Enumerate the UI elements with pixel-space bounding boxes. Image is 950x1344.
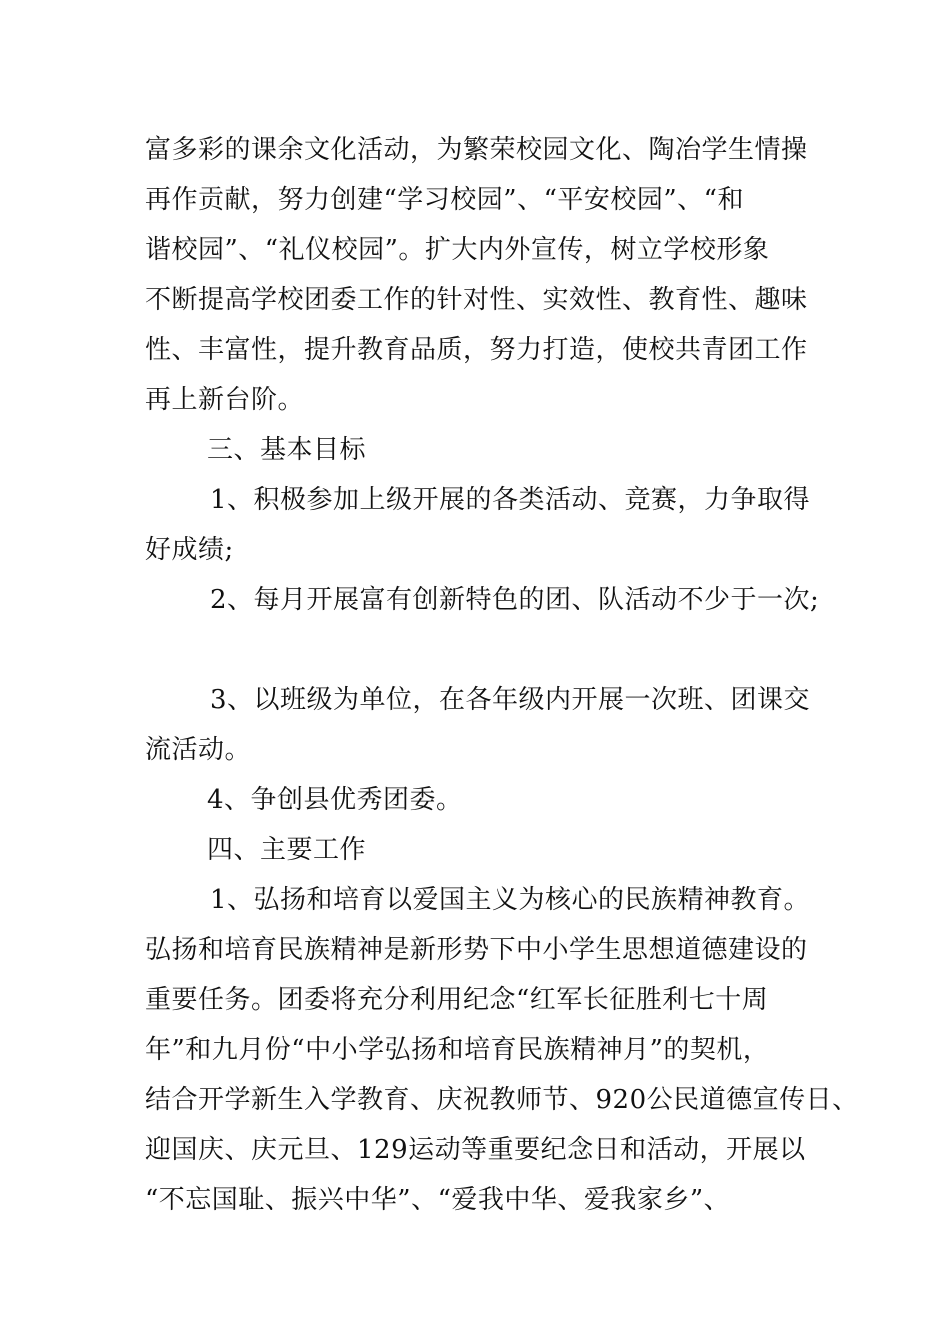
paragraph-line: 年”和九月份“中小学弘扬和培育民族精神月”的契机， xyxy=(145,1035,770,1065)
section-heading: 四、主要工作 xyxy=(207,835,367,865)
paragraph-line: 再上新台阶。 xyxy=(145,385,305,415)
paragraph-line: 不断提高学校团委工作的针对性、实效性、教育性、趣味 xyxy=(145,285,808,315)
list-item: 1、积极参加上级开展的各类活动、竞赛，力争取得 xyxy=(210,485,811,515)
paragraph-line: 迎国庆、庆元旦、129运动等重要纪念日和活动，开展以 xyxy=(145,1135,806,1165)
list-item: 2、每月开展富有创新特色的团、队活动不少于一次; xyxy=(210,585,820,615)
section-heading: 三、基本目标 xyxy=(207,435,367,465)
paragraph-line: 重要任务。团委将充分利用纪念“红军长征胜利七十周 xyxy=(145,985,769,1015)
list-item: 1、弘扬和培育以爱国主义为核心的民族精神教育。 xyxy=(210,885,811,915)
list-item: 4、争创县优秀团委。 xyxy=(207,785,463,815)
paragraph-line: 富多彩的课余文化活动，为繁荣校园文化、陶冶学生情操 xyxy=(145,135,808,165)
paragraph-line: “不忘国耻、振兴中华”、“爱我中华、爱我家乡”、 xyxy=(145,1185,731,1215)
paragraph-line: 流活动。 xyxy=(145,735,252,765)
paragraph-line: 性、丰富性，提升教育品质，努力打造，使校共青团工作 xyxy=(145,335,808,365)
paragraph-line: 结合开学新生入学教育、庆祝教师节、920公民道德宣传日、 xyxy=(145,1085,859,1115)
paragraph-line: 好成绩; xyxy=(145,535,234,565)
paragraph-line: 谐校园”、“礼仪校园”。扩大内外宣传，树立学校形象 xyxy=(145,235,770,265)
paragraph-line: 再作贡献，努力创建“学习校园”、“平安校园”、“和 xyxy=(145,185,744,215)
list-item: 3、以班级为单位，在各年级内开展一次班、团课交 xyxy=(210,685,811,715)
paragraph-line: 弘扬和培育民族精神是新形势下中小学生思想道德建设的 xyxy=(145,935,808,965)
